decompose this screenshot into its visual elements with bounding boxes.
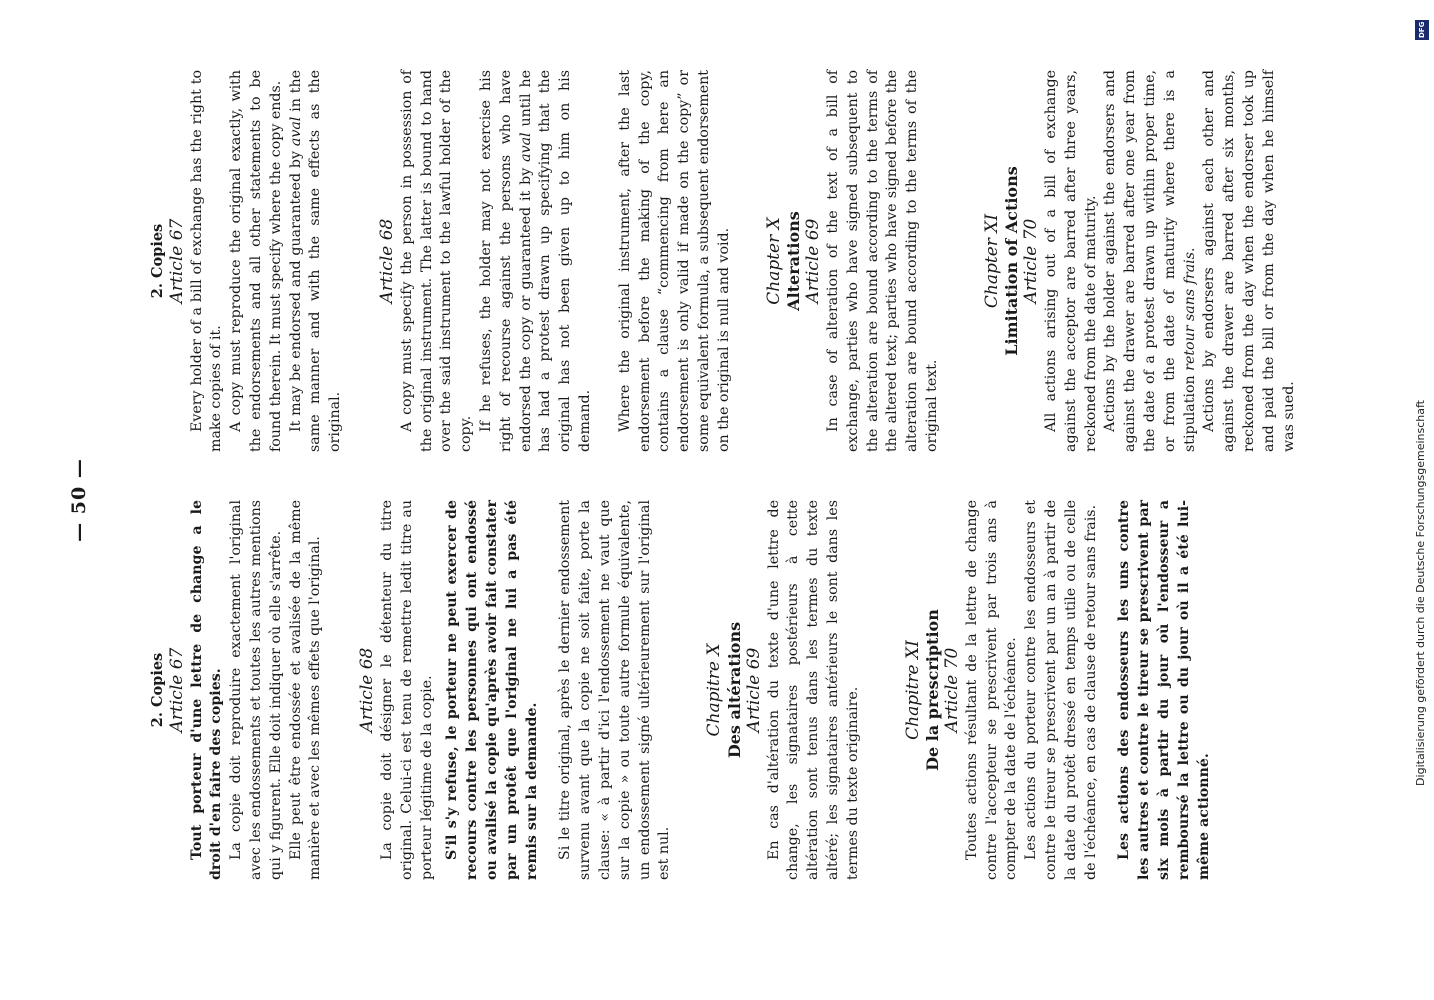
- chapter-heading: Chapitre X: [704, 643, 725, 737]
- paragraph: In case of alteration of the text of a bill of exchange, parties who have signed subsequent to the alteration are bound according to the terms of the altered text; parties who have signed before the alteration are bound according to the terms of the original text.: [824, 70, 940, 452]
- paragraph: A copy must specify the person in possession of the original instrument. The latter is bound to hand over the said instrument to the lawful holder of the copy.: [398, 70, 475, 452]
- article-heading: Article 67: [166, 218, 187, 304]
- chapter-heading: Chapitre XI: [902, 640, 923, 740]
- paragraph: It may be endorsed and guaranteed by aval in the same manner and with the same effects as the original.: [287, 70, 344, 452]
- paragraph: Les actions des endosseurs les uns contre les autres et contre le tireur se prescrivent par six mois à partir du jour où l'endosseur a remboursé la lettre ou du jour où il a été lui-même actionné.: [1116, 500, 1212, 880]
- paragraph: Les actions du porteur contre les endosseurs et contre le tireur se prescrivent par un an à partir de la date du protêt dressé en temps utile ou de celle de l'échéance, en cas de clause de retour sans frais.: [1023, 500, 1099, 880]
- paragraph: Tout porteur d'une lettre de change a le droit d'en faire des copies.: [188, 500, 225, 880]
- chapter-title: Des altérations: [724, 621, 744, 759]
- chapter-heading: Chapter XI: [981, 213, 1002, 309]
- article-heading: Article 69: [803, 218, 824, 304]
- paragraph: Toutes actions résultant de la lettre de change contre l'accepteur se prescrivent par trois ans à compter de la date de l'échéance.: [963, 500, 1020, 880]
- chapter-title: Limitation of Actions: [1002, 166, 1022, 356]
- chapter-title: De la prescription: [923, 609, 943, 771]
- dfg-logo-text: DFG: [1418, 21, 1426, 39]
- french-column: [148, 500, 1214, 880]
- english-column: [148, 70, 1299, 452]
- article-heading: Article 68: [357, 647, 378, 733]
- article-heading: Article 70: [1021, 218, 1042, 304]
- paragraph: S'il s'y refuse, le porteur ne peut exercer de recours contre les personnes qui ont endossé ou avalisé la copie qu'après avoir fait constater par un protêt que l'original ne lui a pas été remis sur la demande.: [444, 500, 540, 880]
- paragraph: Elle peut être endossée et avalisée de la même manière et avec les mêmes effets que l'original.: [287, 500, 324, 880]
- article-heading: Article 69: [743, 647, 764, 733]
- paragraph: Every holder of a bill of exchange has the right to make copies of it.: [188, 70, 225, 452]
- paragraph: All actions arising out of a bill of exchange against the acceptor are barred after three years, reckoned from the date of maturity.: [1043, 70, 1099, 452]
- paragraph: La copie doit reproduire exactement l'original avec les endossements et toutes les autres mentions qui y figurent. Elle doit indiquer où elle s'arrête.: [228, 500, 284, 880]
- paragraph: Actions by the holder against the endorsers and against the drawer are barred after one year from the date of a protest drawn up within proper time, or from the date of maturity where there is a stipulation retour sans frais.: [1102, 70, 1198, 452]
- paragraph: Actions by endorsers against each other and against the drawer are barred after six months, reckoned from the day when the endorser took up and paid the bill or from the day when he himself was sued.: [1201, 70, 1297, 452]
- article-heading: Article 68: [376, 218, 397, 304]
- chapter-heading: Chapter X: [763, 217, 784, 305]
- chapter-title: Alterations: [784, 211, 804, 311]
- section-heading: 2. Copies: [149, 652, 166, 728]
- paragraph: Where the original instrument, after the last endorsement before the making of the copy, contains a clause “commencing from here an endorsement is only valid if made on the copy” or some equivalent formula, a subsequent endorsement on the original is null and void.: [616, 70, 732, 452]
- rotated-page: [20, 20, 1300, 980]
- dfg-credit-text: Digitalisierung gefördert durch die Deutsche Forschungsgemeinschaft: [1414, 400, 1427, 786]
- paragraph: If he refuses, the holder may not exercise his right of recourse against the persons who have endorsed the copy or guaranteed it by aval until he has had a protest drawn up specifying that the original has not been given up to him on his demand.: [477, 70, 593, 452]
- section-heading: 2. Copies: [149, 223, 166, 299]
- paragraph: Si le titre original, après le dernier endossement survenu avant que la copie ne soit faite, porte la clause: « à partir d'ici l'endossement ne vaut que sur la copie » ou toute autre formule équivalente, un endossement signé ultérieurement sur l'original est nul.: [557, 500, 673, 880]
- paragraph: A copy must reproduce the original exactly, with the endorsements and all other statements to be found therein. It must specify where the copy ends.: [228, 70, 284, 452]
- article-heading: Article 67: [166, 647, 187, 733]
- paragraph: La copie doit désigner le détenteur du titre original. Celui-ci est tenu de remettre ledit titre au porteur légitime de la copie.: [378, 500, 435, 880]
- page-number: — 50 —: [68, 458, 90, 542]
- paragraph: En cas d'altération du texte d'une lettre de change, les signataires postérieurs à cette altération sont tenus dans les termes du texte altéré; les signataires antérieurs le sont dans les termes du texte originaire.: [765, 500, 861, 880]
- article-heading: Article 70: [942, 647, 963, 733]
- dfg-watermark: [1410, 10, 1432, 786]
